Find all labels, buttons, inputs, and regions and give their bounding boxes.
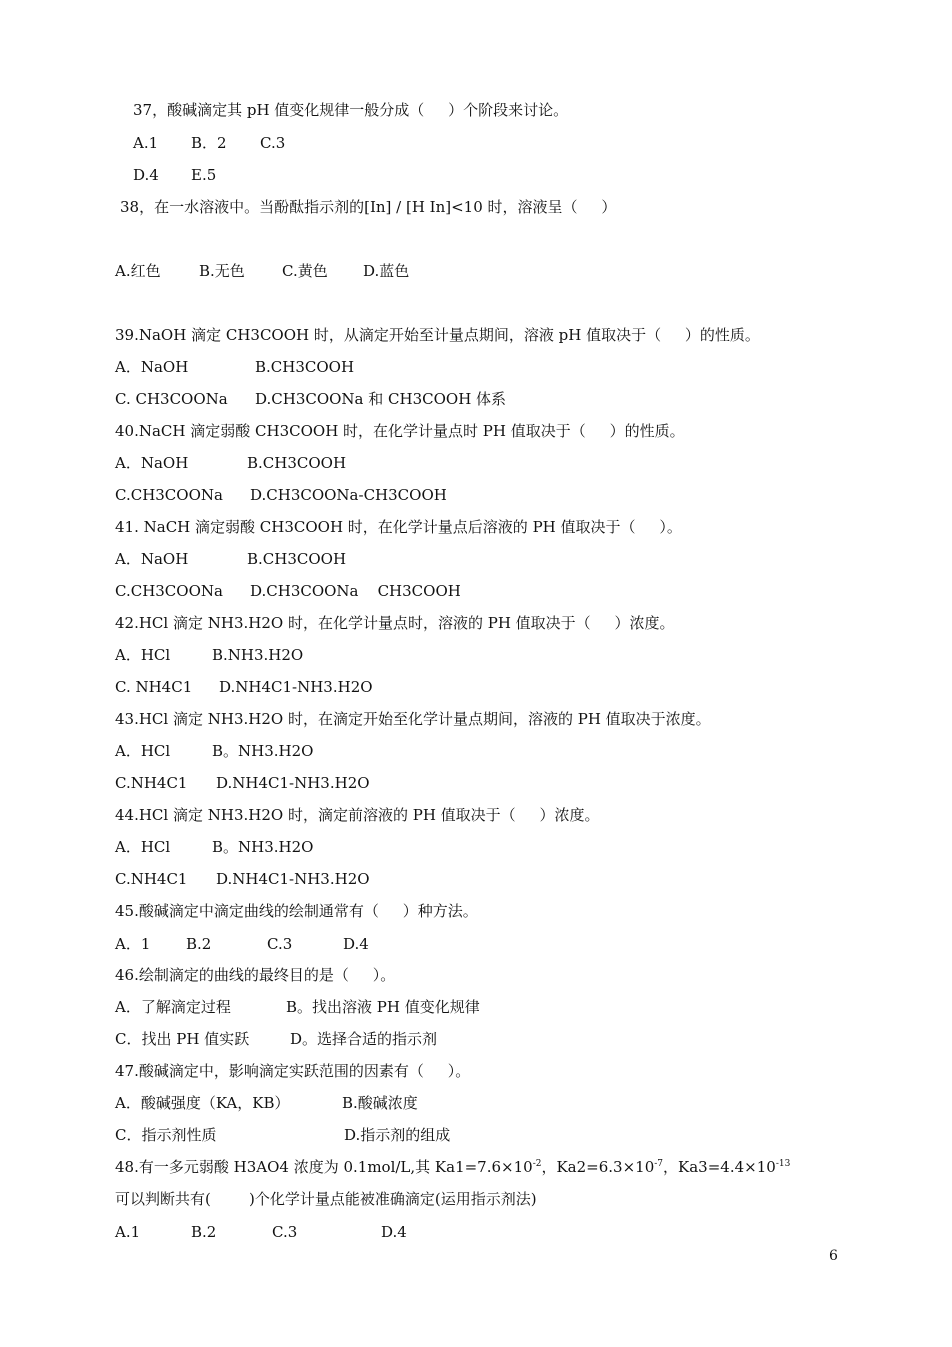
question-48-exponent-1: -2 xyxy=(532,1159,542,1169)
question-42-stem: 42.HCl 滴定 NH3.H2O 时，在化学计量点时，溶液的 PH 值取决于（ ）浓度。 xyxy=(115,614,675,632)
question-37-stem: 37，酸碱滴定其 pH 值变化规律一般分成（ ）个阶段来讨论。 xyxy=(133,101,569,119)
question-42-option-b: B.NH3.H2O xyxy=(212,646,304,664)
question-44-stem: 44.HCl 滴定 NH3.H2O 时，滴定前溶液的 PH 值取决于（ ）浓度。 xyxy=(115,806,600,824)
question-48-stem-line2: 可以判断共有( )个化学计量点能被准确滴定(运用指示剂法) xyxy=(115,1190,537,1208)
question-47-option-d: D.指示剂的组成 xyxy=(344,1126,451,1144)
question-48-option-a: A.1 xyxy=(115,1223,141,1241)
question-39-option-a: A．NaOH xyxy=(115,358,189,376)
question-47-option-b: B.酸碱浓度 xyxy=(342,1094,418,1112)
question-46-option-b: B。找出溶液 PH 值变化规律 xyxy=(286,998,480,1016)
question-38-option-c: C.黄色 xyxy=(282,262,328,280)
question-43-option-d: D.NH4C1-NH3.H2O xyxy=(216,774,370,792)
question-48-stem xyxy=(115,1157,790,1177)
question-41-stem: 41. NaCH 滴定弱酸 CH3COOH 时，在化学计量点后溶液的 PH 值取决于（ ）。 xyxy=(115,518,682,536)
question-40-option-a: A．NaOH xyxy=(115,454,189,472)
question-47-option-c: C．指示剂性质 xyxy=(115,1126,217,1144)
question-46-stem: 46.绘制滴定的曲线的最终目的是（ ）。 xyxy=(115,966,396,984)
question-45-option-a: A．1 xyxy=(115,935,151,953)
question-43-option-c: C.NH4C1 xyxy=(115,774,188,792)
question-43-option-b: B。NH3.H2O xyxy=(212,742,314,760)
question-38-stem: 38，在一水溶液中。当酚酞指示剂的[In] / [H In]<10 时，溶液呈（ ） xyxy=(120,198,617,216)
question-48-text-part1: 48.有一多元弱酸 H3AO4 浓度为 0.1mol/L,其 Ka1=7.6×10 xyxy=(115,1158,533,1176)
question-39-stem: 39.NaOH 滴定 CH3COOH 时，从滴定开始至计量点期间，溶液 pH 值取决于（ ）的性质。 xyxy=(115,326,760,344)
question-44-option-c: C.NH4C1 xyxy=(115,870,188,888)
question-48-option-c: C.3 xyxy=(272,1223,298,1241)
question-44-option-d: D.NH4C1-NH3.H2O xyxy=(216,870,370,888)
question-41-option-d: D.CH3COONa CH3COOH xyxy=(250,582,461,600)
question-40-stem: 40.NaCH 滴定弱酸 CH3COOH 时，在化学计量点时 PH 值取决于（ ）的性质。 xyxy=(115,422,685,440)
question-37-option-c: C.3 xyxy=(260,134,286,152)
question-41-option-a: A．NaOH xyxy=(115,550,189,568)
question-37-option-e: E.5 xyxy=(191,166,217,184)
question-48-exponent-3: -13 xyxy=(775,1159,791,1169)
question-45-option-c: C.3 xyxy=(267,935,293,953)
question-45-stem: 45.酸碱滴定中滴定曲线的绘制通常有（ ）种方法。 xyxy=(115,902,478,920)
question-44-option-a: A．HCl xyxy=(115,838,171,856)
question-44-option-b: B。NH3.H2O xyxy=(212,838,314,856)
question-48-text-part3: ，Ka3=4.4×10 xyxy=(663,1158,776,1176)
question-45-option-b: B.2 xyxy=(186,935,212,953)
question-41-option-b: B.CH3COOH xyxy=(247,550,347,568)
question-43-stem: 43.HCl 滴定 NH3.H2O 时，在滴定开始至化学计量点期间，溶液的 PH 值取决于浓度。 xyxy=(115,710,711,728)
question-48-option-d: D.4 xyxy=(381,1223,407,1241)
question-40-option-c: C.CH3COONa xyxy=(115,486,223,504)
question-48-text-part2: ，Ka2=6.3×10 xyxy=(541,1158,655,1176)
question-47-option-a: A．酸碱强度（KA，KB） xyxy=(115,1094,290,1112)
question-38-option-b: B.无色 xyxy=(199,262,245,280)
question-46-option-c: C．找出 PH 值实跃 xyxy=(115,1030,250,1048)
question-42-option-a: A．HCl xyxy=(115,646,171,664)
question-37-option-d: D.4 xyxy=(133,166,159,184)
question-41-option-c: C.CH3COONa xyxy=(115,582,223,600)
question-39-option-d: D.CH3COONa 和 CH3COOH 体系 xyxy=(255,390,507,408)
question-43-option-a: A．HCl xyxy=(115,742,171,760)
question-46-option-d: D。选择合适的指示剂 xyxy=(290,1030,438,1048)
question-42-option-d: D.NH4C1-NH3.H2O xyxy=(219,678,373,696)
question-39-option-c: C. CH3COONa xyxy=(115,390,228,408)
question-48-exponent-2: -7 xyxy=(654,1159,664,1169)
page-number: 6 xyxy=(829,1248,838,1264)
question-40-option-d: D.CH3COONa-CH3COOH xyxy=(250,486,447,504)
question-42-option-c: C. NH4C1 xyxy=(115,678,193,696)
question-45-option-d: D.4 xyxy=(343,935,369,953)
question-47-stem: 47.酸碱滴定中，影响滴定实跃范围的因素有（ ）。 xyxy=(115,1062,471,1080)
question-39-option-b: B.CH3COOH xyxy=(255,358,355,376)
question-37-option-a: A.1 xyxy=(133,134,159,152)
question-48-option-b: B.2 xyxy=(191,1223,217,1241)
question-38-option-a: A.红色 xyxy=(115,262,161,280)
question-38-option-d: D.蓝色 xyxy=(363,262,410,280)
question-40-option-b: B.CH3COOH xyxy=(247,454,347,472)
question-46-option-a: A．了解滴定过程 xyxy=(115,998,231,1016)
question-37-option-b: B．2 xyxy=(191,134,227,152)
